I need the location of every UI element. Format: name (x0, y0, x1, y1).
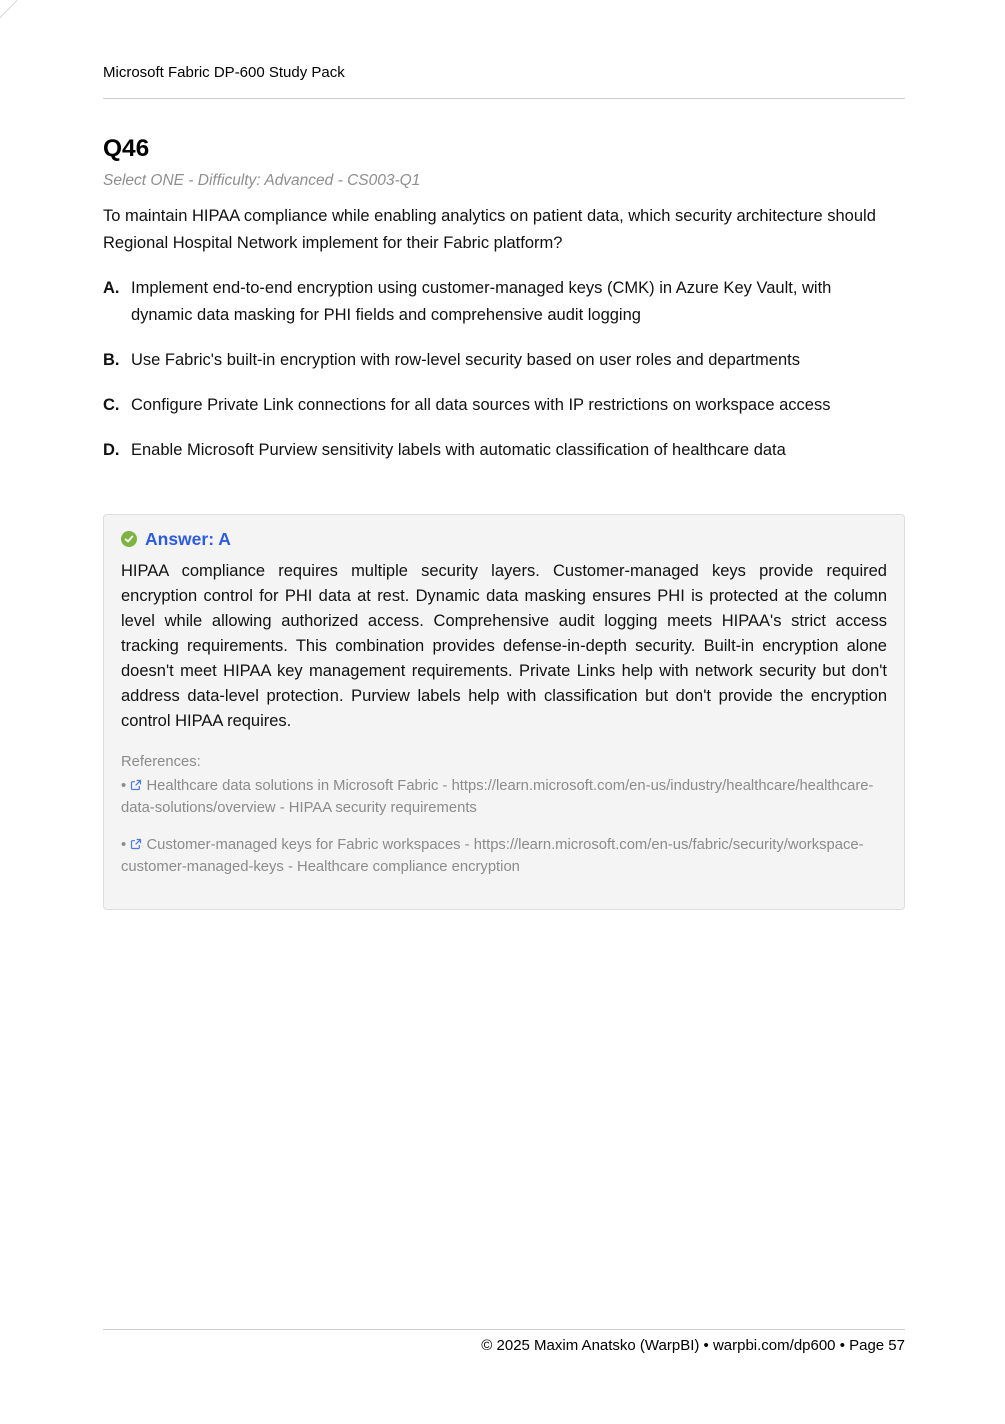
option-text: Implement end-to-end encryption using customer-managed keys (CMK) in Azure Key Vault, with dynamic data masking for PHI fields and comprehensive audit logging (131, 278, 832, 324)
question-meta: Select ONE - Difficulty: Advanced - CS003-Q1 (103, 171, 421, 189)
reference-note: - HIPAA security requirements (279, 799, 477, 816)
option-letter: D. (103, 440, 120, 459)
footer-text: © 2025 Maxim Anatsko (WarpBI) • warpbi.com/dp600 • Page 57 (481, 1337, 905, 1354)
reference-title: Healthcare data solutions in Microsoft Fabric - (146, 777, 448, 794)
external-link-icon (130, 835, 142, 847)
page-corner-artifact (0, 0, 18, 19)
document-footer (103, 1329, 905, 1354)
reference-bullet: • (121, 836, 127, 853)
document-page (103, 0, 905, 910)
option-letter: C. (103, 395, 120, 414)
check-circle-icon (121, 531, 137, 547)
reference-title: Customer-managed keys for Fabric workspaces - (146, 836, 470, 853)
option-text: Enable Microsoft Purview sensitivity labels with automatic classification of healthcare data (131, 440, 786, 459)
option-text: Configure Private Link connections for all data sources with IP restrictions on workspace access (131, 395, 831, 414)
document-header-title: Microsoft Fabric DP-600 Study Pack (103, 64, 345, 81)
option-c (103, 392, 885, 419)
option-d (103, 437, 885, 464)
reference-note: - Healthcare compliance encryption (287, 858, 520, 875)
answer-explanation: HIPAA compliance requires multiple security layers. Customer-managed keys provide required encryption control for PHI data at rest. Dynamic data masking ensures PHI is protected at the column level while allowing authorized access. Comprehensive audit logging meets HIPAA's strict access tracking requirements. This combination provides defense-in-depth security. Built-in encryption alone doesn't meet HIPAA key management requirements. Private Links help with network security but don't address data-level protection. Purview labels help with classification but don't provide the encryption control HIPAA requires. (121, 561, 887, 730)
option-b (103, 347, 885, 374)
option-letter: B. (103, 350, 120, 369)
references-section (121, 751, 887, 878)
options-list (103, 275, 905, 464)
header-divider (103, 98, 905, 99)
option-a (103, 275, 885, 329)
external-link-icon (130, 776, 142, 788)
footer-divider (103, 1329, 905, 1330)
answer-label: Answer: A (145, 528, 231, 549)
reference-link[interactable] (121, 775, 887, 819)
reference-url: https://learn.microsoft.com/en-us/fabric/security/workspace-customer-managed-keys (121, 836, 864, 875)
reference-bullet: • (121, 777, 127, 794)
answer-box (103, 514, 905, 910)
question-id: Q46 (103, 135, 150, 162)
option-letter: A. (103, 278, 120, 297)
question-text: To maintain HIPAA compliance while enabling analytics on patient data, which security architecture should Regional Hospital Network implement for their Fabric platform? (103, 206, 876, 252)
reference-link[interactable] (121, 834, 887, 878)
option-text: Use Fabric's built-in encryption with row-level security based on user roles and departments (131, 350, 800, 369)
reference-url: https://learn.microsoft.com/en-us/industry/healthcare/healthcare-data-solutions/overview (121, 777, 874, 816)
answer-header (121, 529, 887, 550)
references-label: References: (121, 753, 201, 770)
